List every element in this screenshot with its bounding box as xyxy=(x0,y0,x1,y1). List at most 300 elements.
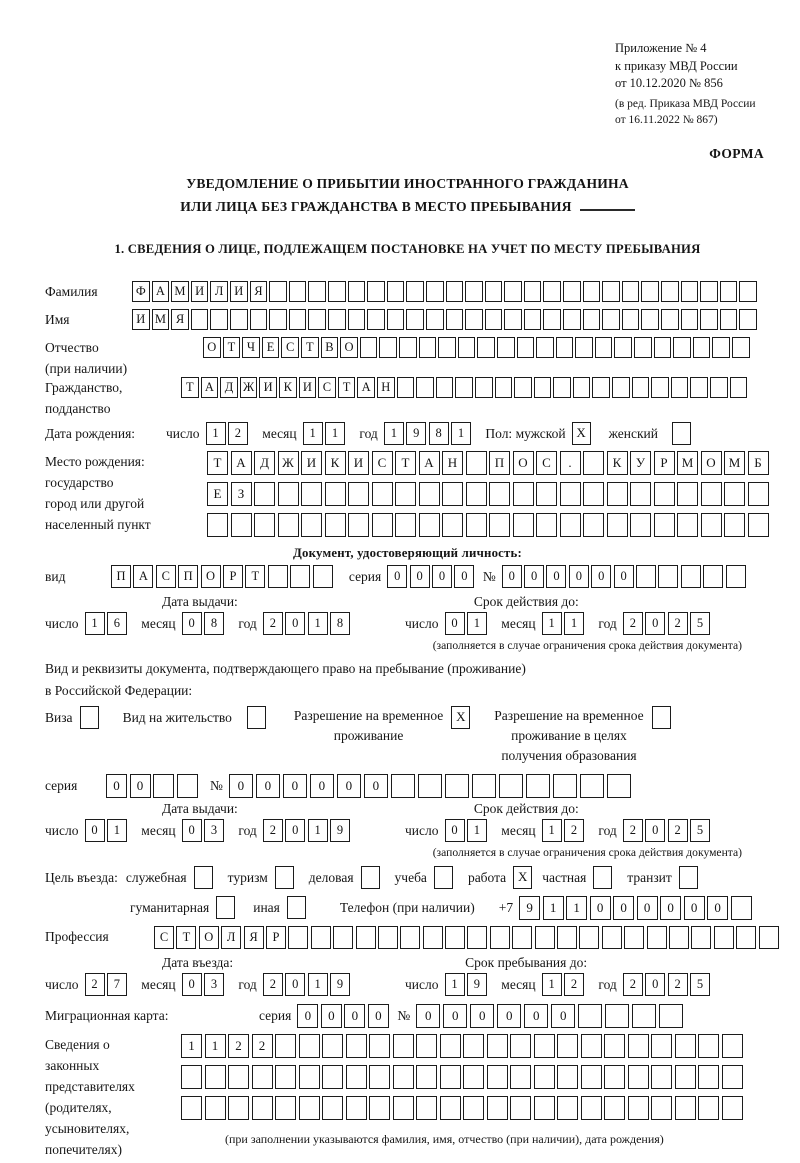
form-cell[interactable] xyxy=(228,1065,249,1089)
form-cell[interactable] xyxy=(80,706,99,729)
patronymic-cells[interactable] xyxy=(203,337,752,358)
form-cell[interactable]: 0 xyxy=(130,774,151,798)
form-cell[interactable] xyxy=(630,513,651,537)
form-cell[interactable] xyxy=(720,281,738,302)
form-cell[interactable] xyxy=(299,1065,320,1089)
form-cell[interactable] xyxy=(465,281,483,302)
form-cell[interactable] xyxy=(418,774,442,798)
form-cell[interactable] xyxy=(426,309,444,330)
form-cell[interactable] xyxy=(400,926,420,949)
form-cell[interactable] xyxy=(446,281,464,302)
form-cell[interactable] xyxy=(367,309,385,330)
form-cell[interactable]: 0 xyxy=(551,1004,575,1028)
form-cell[interactable] xyxy=(514,377,532,398)
form-cell[interactable] xyxy=(748,513,769,537)
residence-expiry-year[interactable] xyxy=(623,819,713,842)
form-cell[interactable]: Ж xyxy=(240,377,258,398)
form-cell[interactable] xyxy=(543,281,561,302)
form-cell[interactable] xyxy=(654,482,675,506)
form-cell[interactable] xyxy=(652,706,671,729)
purpose-delovaya-checkbox[interactable] xyxy=(361,866,382,889)
form-cell[interactable]: 0 xyxy=(684,896,705,920)
form-cell[interactable] xyxy=(181,1065,202,1089)
migration-number-cells[interactable] xyxy=(416,1004,686,1028)
form-cell[interactable] xyxy=(575,337,593,358)
form-cell[interactable]: К xyxy=(279,377,297,398)
form-cell[interactable]: Т xyxy=(395,451,416,475)
form-cell[interactable]: 0 xyxy=(344,1004,365,1028)
form-cell[interactable]: Р xyxy=(266,926,286,949)
form-cell[interactable]: И xyxy=(191,281,209,302)
form-cell[interactable] xyxy=(289,309,307,330)
form-cell[interactable] xyxy=(720,309,738,330)
form-cell[interactable]: 0 xyxy=(569,565,589,588)
form-cell[interactable] xyxy=(393,1034,414,1058)
form-cell[interactable] xyxy=(583,482,604,506)
form-cell[interactable] xyxy=(510,1065,531,1089)
form-cell[interactable]: Я xyxy=(250,281,268,302)
issue-month-cells[interactable] xyxy=(182,612,227,635)
form-cell[interactable] xyxy=(573,377,591,398)
form-cell[interactable] xyxy=(367,281,385,302)
form-cell[interactable]: Р xyxy=(654,451,675,475)
form-cell[interactable] xyxy=(252,1065,273,1089)
form-cell[interactable] xyxy=(419,337,437,358)
form-cell[interactable] xyxy=(534,377,552,398)
residence-issue-day[interactable] xyxy=(85,819,130,842)
form-cell[interactable]: 1 xyxy=(384,422,404,445)
form-cell[interactable]: 2 xyxy=(564,973,584,996)
form-cell[interactable]: 0 xyxy=(707,896,728,920)
form-cell[interactable] xyxy=(395,513,416,537)
form-cell[interactable]: У xyxy=(630,451,651,475)
form-cell[interactable] xyxy=(604,1065,625,1089)
form-cell[interactable] xyxy=(290,565,310,588)
residence-permit-checkbox[interactable] xyxy=(247,706,268,729)
form-cell[interactable] xyxy=(730,377,748,398)
form-cell[interactable] xyxy=(275,1065,296,1089)
form-cell[interactable] xyxy=(485,281,503,302)
form-cell[interactable]: 9 xyxy=(406,422,426,445)
form-cell[interactable] xyxy=(308,309,326,330)
birth-place-row1[interactable] xyxy=(207,451,771,475)
form-cell[interactable]: 0 xyxy=(368,1004,389,1028)
form-cell[interactable]: 0 xyxy=(591,565,611,588)
form-cell[interactable]: Т xyxy=(176,926,196,949)
form-cell[interactable] xyxy=(228,1096,249,1120)
form-cell[interactable] xyxy=(406,281,424,302)
form-cell[interactable] xyxy=(622,309,640,330)
form-cell[interactable] xyxy=(581,1096,602,1120)
form-cell[interactable]: 0 xyxy=(660,896,681,920)
name-cells[interactable] xyxy=(132,309,759,330)
form-cell[interactable] xyxy=(393,1096,414,1120)
form-cell[interactable] xyxy=(289,281,307,302)
form-cell[interactable] xyxy=(247,706,266,729)
form-cell[interactable]: С xyxy=(372,451,393,475)
form-cell[interactable]: 1 xyxy=(566,896,587,920)
form-cell[interactable] xyxy=(659,1004,683,1028)
form-cell[interactable]: X xyxy=(572,422,591,445)
form-cell[interactable] xyxy=(536,482,557,506)
form-cell[interactable]: 1 xyxy=(445,973,465,996)
form-cell[interactable]: О xyxy=(340,337,358,358)
form-cell[interactable]: Р xyxy=(223,565,243,588)
doc-number-cells[interactable] xyxy=(502,565,748,588)
form-cell[interactable] xyxy=(703,565,723,588)
form-cell[interactable]: А xyxy=(231,451,252,475)
form-cell[interactable]: И xyxy=(301,451,322,475)
form-cell[interactable] xyxy=(395,482,416,506)
form-cell[interactable] xyxy=(466,451,487,475)
form-cell[interactable] xyxy=(677,513,698,537)
form-cell[interactable] xyxy=(557,1065,578,1089)
form-cell[interactable]: 1 xyxy=(467,819,487,842)
form-cell[interactable] xyxy=(426,281,444,302)
form-cell[interactable]: 0 xyxy=(106,774,127,798)
form-cell[interactable] xyxy=(675,1065,696,1089)
form-cell[interactable] xyxy=(299,1034,320,1058)
form-cell[interactable] xyxy=(700,281,718,302)
residence-expiry-month[interactable] xyxy=(542,819,587,842)
form-cell[interactable] xyxy=(675,1096,696,1120)
form-cell[interactable]: 2 xyxy=(252,1034,273,1058)
form-cell[interactable] xyxy=(458,337,476,358)
form-cell[interactable] xyxy=(207,513,228,537)
form-cell[interactable]: Т xyxy=(338,377,356,398)
form-cell[interactable]: 2 xyxy=(228,422,248,445)
form-cell[interactable]: 2 xyxy=(668,973,688,996)
form-cell[interactable] xyxy=(466,482,487,506)
form-cell[interactable]: Е xyxy=(207,482,228,506)
form-cell[interactable]: 2 xyxy=(263,819,283,842)
form-cell[interactable]: Я xyxy=(171,309,189,330)
form-cell[interactable] xyxy=(583,281,601,302)
form-cell[interactable]: С xyxy=(156,565,176,588)
male-checkbox[interactable] xyxy=(572,422,593,445)
form-cell[interactable] xyxy=(372,513,393,537)
form-cell[interactable] xyxy=(387,281,405,302)
form-cell[interactable]: 1 xyxy=(564,612,584,635)
form-cell[interactable] xyxy=(348,513,369,537)
birth-day-cells[interactable] xyxy=(206,422,251,445)
form-cell[interactable] xyxy=(581,1065,602,1089)
form-cell[interactable] xyxy=(512,926,532,949)
form-cell[interactable]: 0 xyxy=(614,565,634,588)
form-cell[interactable] xyxy=(490,926,510,949)
form-cell[interactable] xyxy=(607,513,628,537)
purpose-tranzit-checkbox[interactable] xyxy=(679,866,700,889)
form-cell[interactable]: Т xyxy=(245,565,265,588)
form-cell[interactable] xyxy=(690,377,708,398)
form-cell[interactable] xyxy=(487,1096,508,1120)
form-cell[interactable] xyxy=(205,1065,226,1089)
form-cell[interactable]: 1 xyxy=(542,819,562,842)
form-cell[interactable] xyxy=(724,482,745,506)
form-cell[interactable] xyxy=(288,926,308,949)
form-cell[interactable] xyxy=(275,1034,296,1058)
form-cell[interactable] xyxy=(499,774,523,798)
form-cell[interactable]: М xyxy=(724,451,745,475)
form-cell[interactable] xyxy=(475,377,493,398)
form-cell[interactable] xyxy=(278,482,299,506)
temp-permit-checkbox[interactable] xyxy=(451,706,472,729)
form-cell[interactable]: 0 xyxy=(410,565,430,588)
form-cell[interactable] xyxy=(254,482,275,506)
form-cell[interactable]: 1 xyxy=(107,819,127,842)
form-cell[interactable]: Д xyxy=(254,451,275,475)
form-cell[interactable] xyxy=(442,482,463,506)
form-cell[interactable] xyxy=(504,309,522,330)
form-cell[interactable]: В xyxy=(321,337,339,358)
form-cell[interactable]: Т xyxy=(181,377,199,398)
form-cell[interactable]: 1 xyxy=(543,896,564,920)
residence-series-cells[interactable] xyxy=(106,774,200,798)
form-cell[interactable] xyxy=(287,896,306,919)
form-cell[interactable]: 0 xyxy=(310,774,334,798)
form-cell[interactable] xyxy=(361,866,380,889)
form-cell[interactable]: С xyxy=(318,377,336,398)
form-cell[interactable]: И xyxy=(348,451,369,475)
form-cell[interactable] xyxy=(346,1096,367,1120)
form-cell[interactable] xyxy=(313,565,333,588)
form-cell[interactable]: 0 xyxy=(645,819,665,842)
form-cell[interactable] xyxy=(440,1065,461,1089)
form-cell[interactable]: 0 xyxy=(297,1004,318,1028)
form-cell[interactable]: 2 xyxy=(263,973,283,996)
form-cell[interactable]: 1 xyxy=(542,612,562,635)
form-cell[interactable]: Ф xyxy=(132,281,150,302)
form-cell[interactable] xyxy=(557,1096,578,1120)
form-cell[interactable] xyxy=(524,281,542,302)
form-cell[interactable]: Н xyxy=(377,377,395,398)
form-cell[interactable] xyxy=(446,309,464,330)
form-cell[interactable] xyxy=(722,1034,743,1058)
form-cell[interactable] xyxy=(634,337,652,358)
form-cell[interactable]: Т xyxy=(223,337,241,358)
form-cell[interactable] xyxy=(658,565,678,588)
form-cell[interactable] xyxy=(673,337,691,358)
form-cell[interactable]: Ч xyxy=(242,337,260,358)
form-cell[interactable]: О xyxy=(701,451,722,475)
form-cell[interactable] xyxy=(556,337,574,358)
form-cell[interactable] xyxy=(714,926,734,949)
form-cell[interactable] xyxy=(553,377,571,398)
form-cell[interactable] xyxy=(416,1096,437,1120)
form-cell[interactable]: 0 xyxy=(524,1004,548,1028)
form-cell[interactable]: 0 xyxy=(285,973,305,996)
form-cell[interactable] xyxy=(602,309,620,330)
form-cell[interactable]: Л xyxy=(210,281,228,302)
form-cell[interactable] xyxy=(513,513,534,537)
form-cell[interactable]: 0 xyxy=(470,1004,494,1028)
residence-expiry-day[interactable] xyxy=(445,819,490,842)
form-cell[interactable] xyxy=(356,926,376,949)
form-cell[interactable] xyxy=(681,281,699,302)
form-cell[interactable]: Т xyxy=(207,451,228,475)
form-cell[interactable] xyxy=(679,866,698,889)
form-cell[interactable] xyxy=(463,1096,484,1120)
form-cell[interactable] xyxy=(701,513,722,537)
form-cell[interactable] xyxy=(581,1034,602,1058)
issue-year-cells[interactable] xyxy=(263,612,353,635)
form-cell[interactable] xyxy=(275,1096,296,1120)
form-cell[interactable] xyxy=(230,309,248,330)
form-cell[interactable] xyxy=(563,309,581,330)
form-cell[interactable] xyxy=(526,774,550,798)
form-cell[interactable] xyxy=(604,1096,625,1120)
form-cell[interactable]: С xyxy=(154,926,174,949)
form-cell[interactable] xyxy=(628,1034,649,1058)
form-cell[interactable]: 0 xyxy=(182,819,202,842)
form-cell[interactable] xyxy=(534,1096,555,1120)
birth-place-row2[interactable] xyxy=(207,482,771,506)
form-cell[interactable] xyxy=(759,926,779,949)
female-checkbox[interactable] xyxy=(672,422,693,445)
form-cell[interactable] xyxy=(378,926,398,949)
form-cell[interactable]: . xyxy=(560,451,581,475)
form-cell[interactable]: Н xyxy=(442,451,463,475)
form-cell[interactable] xyxy=(612,377,630,398)
form-cell[interactable]: 5 xyxy=(690,819,710,842)
form-cell[interactable] xyxy=(252,1096,273,1120)
form-cell[interactable] xyxy=(628,1096,649,1120)
form-cell[interactable]: 2 xyxy=(263,612,283,635)
form-cell[interactable]: 5 xyxy=(690,612,710,635)
form-cell[interactable]: 6 xyxy=(107,612,127,635)
form-cell[interactable] xyxy=(602,281,620,302)
form-cell[interactable] xyxy=(726,565,746,588)
form-cell[interactable]: 9 xyxy=(330,973,350,996)
form-cell[interactable]: 2 xyxy=(85,973,105,996)
form-cell[interactable] xyxy=(607,774,631,798)
form-cell[interactable] xyxy=(543,309,561,330)
form-cell[interactable] xyxy=(624,926,644,949)
form-cell[interactable] xyxy=(275,866,294,889)
stay-month-cells[interactable] xyxy=(542,973,587,996)
form-cell[interactable] xyxy=(632,377,650,398)
form-cell[interactable] xyxy=(698,1034,719,1058)
form-cell[interactable] xyxy=(325,482,346,506)
form-cell[interactable]: А xyxy=(133,565,153,588)
surname-cells[interactable] xyxy=(132,281,759,302)
form-cell[interactable] xyxy=(423,926,443,949)
form-cell[interactable]: X xyxy=(513,866,532,889)
form-cell[interactable]: 1 xyxy=(467,612,487,635)
form-cell[interactable] xyxy=(534,1034,555,1058)
form-cell[interactable] xyxy=(466,513,487,537)
form-cell[interactable] xyxy=(654,337,672,358)
form-cell[interactable] xyxy=(557,926,577,949)
form-cell[interactable]: 2 xyxy=(668,612,688,635)
form-cell[interactable] xyxy=(301,482,322,506)
form-cell[interactable] xyxy=(436,377,454,398)
form-cell[interactable] xyxy=(194,866,213,889)
form-cell[interactable] xyxy=(445,774,469,798)
form-cell[interactable]: К xyxy=(325,451,346,475)
form-cell[interactable] xyxy=(372,482,393,506)
form-cell[interactable] xyxy=(712,337,730,358)
form-cell[interactable] xyxy=(268,565,288,588)
form-cell[interactable] xyxy=(672,422,691,445)
form-cell[interactable] xyxy=(681,309,699,330)
form-cell[interactable] xyxy=(467,926,487,949)
form-cell[interactable] xyxy=(369,1065,390,1089)
form-cell[interactable] xyxy=(387,309,405,330)
form-cell[interactable] xyxy=(732,337,750,358)
form-cell[interactable] xyxy=(654,513,675,537)
form-cell[interactable]: С xyxy=(281,337,299,358)
form-cell[interactable] xyxy=(651,1065,672,1089)
form-cell[interactable] xyxy=(328,281,346,302)
form-cell[interactable]: 0 xyxy=(285,819,305,842)
form-cell[interactable] xyxy=(440,1096,461,1120)
form-cell[interactable] xyxy=(489,513,510,537)
form-cell[interactable] xyxy=(391,774,415,798)
form-cell[interactable] xyxy=(671,377,689,398)
form-cell[interactable]: 2 xyxy=(623,612,643,635)
form-cell[interactable]: 0 xyxy=(454,565,474,588)
form-cell[interactable]: 1 xyxy=(85,612,105,635)
form-cell[interactable] xyxy=(724,513,745,537)
form-cell[interactable]: 8 xyxy=(204,612,224,635)
form-cell[interactable]: 2 xyxy=(668,819,688,842)
form-cell[interactable] xyxy=(553,774,577,798)
form-cell[interactable] xyxy=(299,1096,320,1120)
form-cell[interactable]: Т xyxy=(301,337,319,358)
form-cell[interactable]: 1 xyxy=(542,973,562,996)
form-cell[interactable] xyxy=(463,1034,484,1058)
form-cell[interactable]: Я xyxy=(244,926,264,949)
form-cell[interactable] xyxy=(254,513,275,537)
form-cell[interactable] xyxy=(739,309,757,330)
form-cell[interactable] xyxy=(497,337,515,358)
form-cell[interactable] xyxy=(416,1034,437,1058)
form-cell[interactable] xyxy=(269,281,287,302)
form-cell[interactable]: П xyxy=(489,451,510,475)
form-cell[interactable] xyxy=(691,926,711,949)
form-cell[interactable]: 0 xyxy=(645,973,665,996)
form-cell[interactable]: 9 xyxy=(519,896,540,920)
form-cell[interactable]: О xyxy=(513,451,534,475)
form-cell[interactable] xyxy=(434,866,453,889)
form-cell[interactable] xyxy=(583,451,604,475)
form-cell[interactable] xyxy=(419,513,440,537)
form-cell[interactable] xyxy=(495,377,513,398)
form-cell[interactable] xyxy=(693,337,711,358)
form-cell[interactable]: 1 xyxy=(325,422,345,445)
form-cell[interactable] xyxy=(592,377,610,398)
form-cell[interactable]: 0 xyxy=(443,1004,467,1028)
entry-month-cells[interactable] xyxy=(182,973,227,996)
form-cell[interactable]: 1 xyxy=(451,422,471,445)
form-cell[interactable] xyxy=(399,337,417,358)
form-cell[interactable] xyxy=(677,482,698,506)
form-cell[interactable] xyxy=(445,926,465,949)
form-cell[interactable] xyxy=(513,482,534,506)
form-cell[interactable]: 0 xyxy=(229,774,253,798)
form-cell[interactable]: 1 xyxy=(308,612,328,635)
issue-day-cells[interactable] xyxy=(85,612,130,635)
form-cell[interactable]: А xyxy=(357,377,375,398)
form-cell[interactable] xyxy=(651,1034,672,1058)
form-cell[interactable] xyxy=(628,1065,649,1089)
form-cell[interactable]: 0 xyxy=(182,612,202,635)
form-cell[interactable] xyxy=(580,774,604,798)
form-cell[interactable] xyxy=(661,281,679,302)
form-cell[interactable]: И xyxy=(259,377,277,398)
form-cell[interactable]: И xyxy=(132,309,150,330)
